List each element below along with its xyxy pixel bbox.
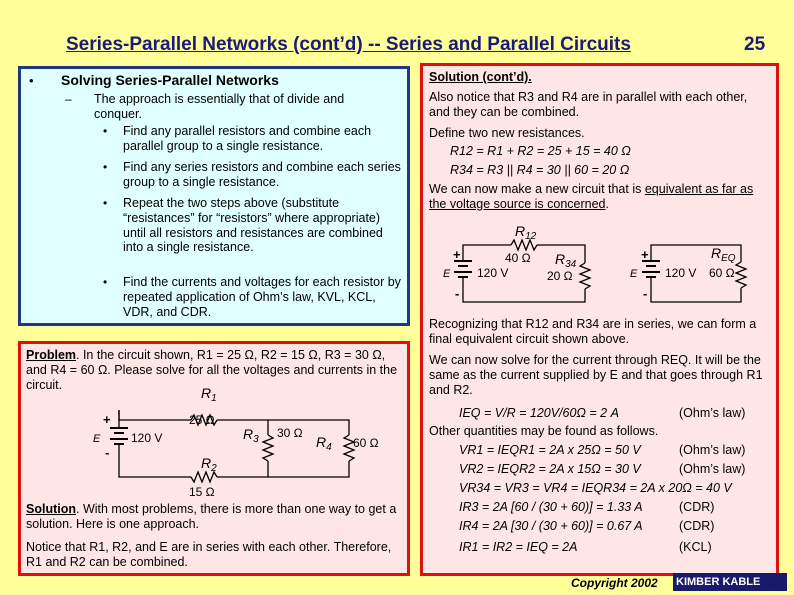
- page-number: 25: [744, 34, 766, 55]
- c1-e: E: [443, 268, 451, 280]
- result-vr2-note: (Ohm’s law): [679, 462, 746, 476]
- solution-label: Solution: [26, 502, 76, 516]
- problem-box: [18, 341, 410, 576]
- problem-r3: R3 = 30 Ω: [324, 348, 382, 362]
- c1-minus: -: [455, 286, 460, 301]
- bullet-icon: •: [103, 160, 108, 174]
- r1-label: $R_1$: [201, 385, 217, 404]
- solution-text: . With most problems, there is more than one way to get a solution. Here is one approach.: [26, 502, 397, 531]
- result-ir4-note: (CDR): [679, 519, 715, 533]
- result-vr2: VR2 = IEQR2 = 2A x 15Ω = 30 V: [459, 462, 641, 476]
- kimber-kable-logo: KIMBER KABLE: [673, 573, 787, 591]
- step-4: Find the currents and voltages for each resistor by repeated application of Ohm’s law, KVL, KCL, VDR, and CDR.: [123, 275, 401, 319]
- c2-voltage: 120 V: [665, 266, 697, 280]
- calc-ieq: IEQ = V/R = 120V/60Ω = 2 A: [459, 406, 619, 420]
- r34-label: $R_{34}$: [555, 251, 577, 270]
- minus-sign: -: [105, 445, 110, 460]
- result-ir3-note: (CDR): [679, 500, 715, 514]
- c2-e: E: [630, 268, 638, 280]
- bullet-icon: •: [103, 275, 108, 289]
- plus-sign: +: [103, 412, 111, 427]
- problem-r2: R2 = 15 Ω: [260, 348, 318, 362]
- r4-value: 60 Ω: [353, 436, 379, 450]
- r34-value: 20 Ω: [547, 269, 573, 283]
- c1-plus: +: [453, 247, 461, 262]
- page-title: [66, 34, 766, 56]
- series-note: Recognizing that R12 and R34 are in series, we can form a final equivalent circuit shown above.: [429, 317, 757, 346]
- r2-label: $R_2$: [201, 455, 217, 474]
- bullet-icon: •: [29, 73, 34, 88]
- approach-heading: Solving Series-Parallel Networks: [61, 72, 279, 88]
- solution-statement: [26, 502, 404, 532]
- new-circuit-text-a: We can now make a new circuit that is: [429, 182, 645, 196]
- bullet-icon: •: [103, 124, 108, 138]
- current-note: We can now solve for the current through REQ. It will be the same as the current supplied by E and that goes through R1 and R2.: [429, 353, 763, 397]
- define-text: Define two new resistances.: [429, 126, 585, 140]
- r3-value: 30 Ω: [277, 426, 303, 440]
- eq-r12: R12 = R1 + R2 = 25 + 15 = 40 Ω: [450, 144, 631, 158]
- problem-text-a: . In the circuit shown,: [76, 348, 197, 362]
- result-ir1-note: (KCL): [679, 540, 712, 554]
- r2-value: 15 Ω: [189, 485, 215, 499]
- approach-intro: The approach is essentially that of divide and conquer.: [94, 92, 345, 121]
- problem-statement: Problem. In the circuit shown, R1 = 25 Ω, R2 = 15 Ω, R3 = 30 Ω, and R4 = 60 Ω. Please solve for all the voltages and currents in the circuit.: [26, 348, 398, 392]
- solution-box: [420, 63, 779, 576]
- parallel-note: Also notice that R3 and R4 are in parallel with each other, and they can be combined.: [429, 90, 748, 119]
- step-1: Find any parallel resistors and combine each parallel group to a single resistance.: [123, 124, 372, 153]
- r12-value: 40 Ω: [505, 251, 531, 265]
- approach-box: [18, 66, 410, 326]
- problem-r4: R4 = 60 Ω: [50, 362, 108, 377]
- new-circuit-text: [429, 182, 769, 212]
- c2-plus: +: [641, 247, 649, 262]
- req-label: $R_{EQ}$: [711, 245, 736, 264]
- dash-icon: –: [65, 92, 72, 106]
- r3-label: $R_3$: [243, 426, 259, 445]
- copyright-text: Copyright 2002: [571, 576, 658, 590]
- result-vr34: VR34 = VR3 = VR4 = IEQR34 = 2A x 20Ω = 40 V: [459, 481, 732, 495]
- notice-text: Notice that R1, R2, and E are in series with each other. Therefore, R1 and R2 can be combined.: [26, 540, 392, 569]
- req-value: 60 Ω: [709, 266, 735, 280]
- result-ir3: IR3 = 2A [60 / (30 + 60)] = 1.33 A: [459, 500, 643, 514]
- eq-r34: R34 = R3 || R4 = 30 || 60 = 20 Ω: [450, 163, 630, 177]
- step-2: Find any series resistors and combine each series group to a single resistance.: [123, 160, 401, 189]
- source-voltage: 120 V: [131, 431, 163, 445]
- result-vr1-note: (Ohm’s law): [679, 443, 746, 457]
- source-e: E: [93, 433, 101, 445]
- new-circuit-text-b: equivalent as far as the voltage source is concerned: [429, 182, 754, 211]
- calc-ieq-note: (Ohm’s law): [679, 406, 746, 420]
- result-ir1: IR1 = IR2 = IEQ = 2A: [459, 540, 578, 554]
- title-text: Series-Parallel Networks (cont’d) -- Series and Parallel Circuits: [66, 34, 631, 55]
- c2-minus: -: [643, 286, 648, 301]
- other-quantities: Other quantities may be found as follows.: [429, 424, 659, 438]
- problem-circuit: [21, 344, 407, 573]
- equivalent-circuits: [423, 216, 779, 311]
- r12-label: $R_{12}$: [515, 223, 537, 242]
- bullet-icon: •: [103, 196, 108, 210]
- step-3: Repeat the two steps above (substitute “resistances” for “resistors” where appropriate) until all resistors and resistances are combined into a single resistance.: [123, 196, 383, 255]
- problem-r1: R1 = 25 Ω: [196, 348, 254, 362]
- r4-label: $R_4$: [316, 434, 332, 453]
- problem-label: Problem: [26, 348, 77, 362]
- r1-value: 25 Ω: [189, 413, 215, 427]
- result-ir4: IR4 = 2A [30 / (30 + 60)] = 0.67 A: [459, 519, 643, 533]
- c1-voltage: 120 V: [477, 266, 509, 280]
- result-vr1: VR1 = IEQR1 = 2A x 25Ω = 50 V: [459, 443, 641, 457]
- problem-text-b: . Please solve for all the voltages and currents in the circuit.: [26, 362, 398, 392]
- new-circuit-text-c: .: [605, 196, 609, 211]
- solution-cont-heading: Solution (cont’d).: [429, 70, 532, 84]
